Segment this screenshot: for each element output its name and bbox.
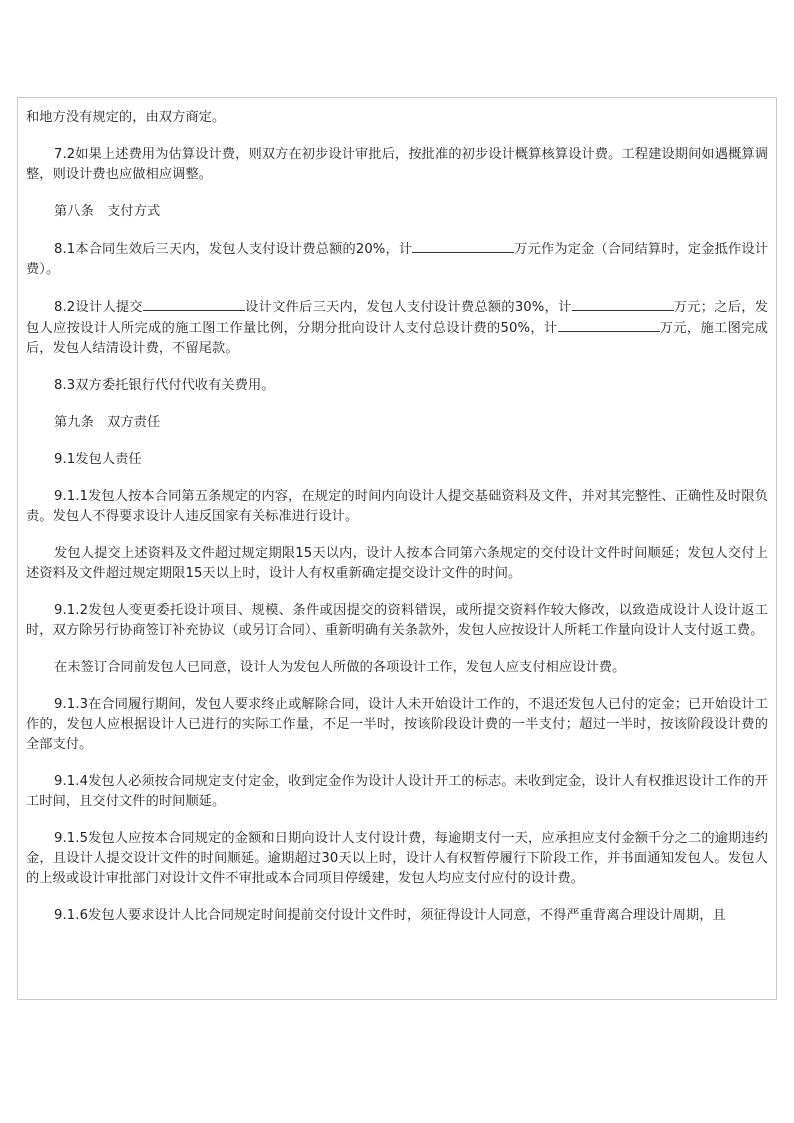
clause-9-1-6: 9.1.6发包人要求设计人比合同规定时间提前交付设计文件时，须征得设计人同意，不得严重背离合理设计周期，且	[54, 908, 726, 923]
paragraph-continuation: 和地方没有规定的，由双方商定。	[26, 110, 226, 125]
stage-blank	[143, 297, 245, 311]
clause-8-1-text-a: 8.1本合同生效后三天内，发包人支付设计费总额的20%，计	[54, 242, 413, 257]
amount-blank	[572, 297, 674, 311]
clause-8-2-text-c: 万元；之后，发包人应按设计人所完成的施工图工作量比例，分期分批向设计人支付总设计费的50%，计	[26, 300, 768, 336]
document-frame	[17, 97, 777, 1000]
clause-8-2	[26, 297, 768, 359]
clause-9-1-3: 9.1.3在合同履行期间，发包人要求终止或解除合同，设计人未开始设计工作的，不退还发包人已付的定金；已开始设计工作的，发包人应根据设计人已进行的实际工作量，不足一半时，按该阶段设计费的一半支付；超过一半时，按该阶段设计费的全部支付。	[26, 697, 768, 752]
article-8-heading: 第八条 支付方式	[54, 204, 161, 219]
amount-blank	[558, 318, 660, 332]
clause-8-2-text-d: 万元，施工图完成后，发包人结清设计费，不留尾款。	[26, 321, 768, 356]
clause-9-1-5: 9.1.5发包人应按本合同规定的金额和日期向设计人支付设计费，每逾期支付一天，应承担应支付金额千分之二的逾期违约金，且设计人提交设计文件的时间顺延。逾期超过30天以上时，设计人有权暂停履行下阶段工作，并书面通知发包人。发包人的上级或设计审批部门对设计文件不审批或本合同项目停缓建，发包人均应支付应付的设计费。	[26, 831, 768, 886]
document-body	[26, 108, 768, 943]
clause-9-1-1: 9.1.1发包人按本合同第五条规定的内容，在规定的时间内向设计人提交基础资料及文件，并对其完整性、正确性及时限负责。发包人不得要求设计人违反国家有关标准进行设计。	[26, 489, 768, 524]
clause-8-2-text-a: 8.2设计人提交	[54, 300, 143, 315]
amount-blank	[412, 239, 514, 253]
article-9-heading: 第九条 双方责任	[54, 415, 161, 430]
clause-9-1-2-continued: 在未签订合同前发包人已同意，设计人为发包人所做的各项设计工作，发包人应支付相应设计费。	[54, 660, 626, 675]
clause-8-1	[26, 239, 768, 280]
clause-9-1-2: 9.1.2发包人变更委托设计项目、规模、条件或因提交的资料错误，或所提交资料作较大修改，以致造成设计人设计返工时，双方除另行协商签订补充协议（或另订合同）、重新明确有关条款外，发包人应按设计人所耗工作量向设计人支付返工费。	[26, 603, 768, 638]
clause-8-1-text-b: 万元作为定金（合同结算时，定金抵作设计费）。	[26, 242, 768, 277]
clause-8-2-text-b: 设计文件后三天内，发包人支付设计费总额的30%，计	[244, 300, 572, 315]
clause-9-1-1-continued: 发包人提交上述资料及文件超过规定期限15天以内，设计人按本合同第六条规定的交付设计文件时间顺延；发包人交付上述资料及文件超过规定期限15天以上时，设计人有权重新确定提交设计文件的时间。	[26, 546, 768, 581]
clause-9-1: 9.1发包人责任	[54, 452, 142, 467]
clause-8-3: 8.3双方委托银行代付代收有关费用。	[54, 378, 275, 393]
clause-7-2: 7.2如果上述费用为估算设计费，则双方在初步设计审批后，按批准的初步设计概算核算设计费。工程建设期间如遇概算调整，则设计费也应做相应调整。	[26, 147, 768, 182]
clause-9-1-4: 9.1.4发包人必须按合同规定支付定金，收到定金作为设计人设计开工的标志。未收到定金，设计人有权推迟设计工作的开工时间，且交付文件的时间顺延。	[26, 774, 768, 809]
